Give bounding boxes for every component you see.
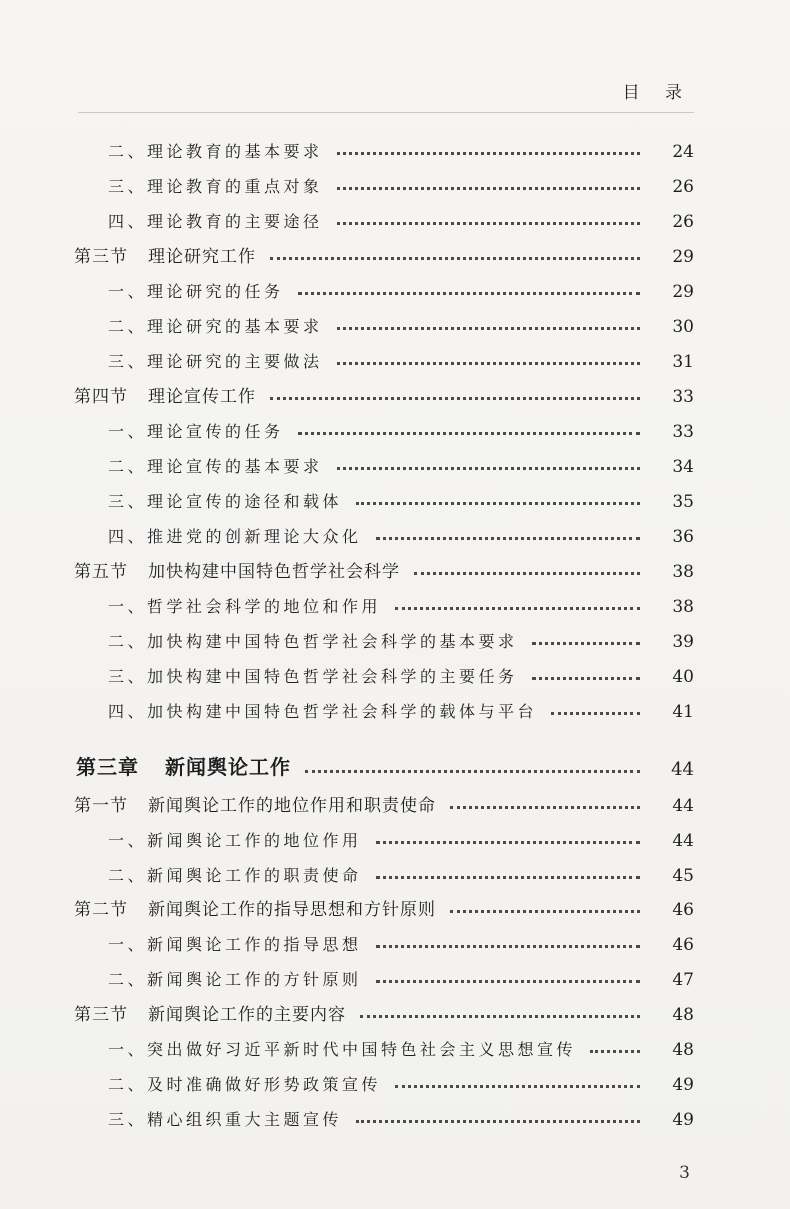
dot-leader: [298, 292, 640, 295]
toc-entry-title: 二、理论宣传的基本要求: [108, 457, 323, 476]
dot-leader: [376, 980, 640, 983]
toc-entry-title: 二、理论教育的基本要求: [108, 142, 323, 161]
dot-leader: [551, 712, 640, 715]
toc-entry-page: 34: [672, 457, 694, 477]
toc-entry-title: 一、理论研究的任务: [108, 282, 284, 301]
toc-entry-title: [0, 382, 256, 407]
dot-leader: [450, 910, 640, 913]
toc-entry-page: 44: [672, 796, 694, 816]
toc-entry-title: 二、及时准确做好形势政策宣传: [108, 1075, 382, 1094]
toc-entry-page: 26: [672, 177, 694, 197]
toc-entry-item: [0, 412, 790, 442]
toc-entry-page: 26: [672, 212, 694, 232]
dot-leader: [590, 1050, 640, 1053]
toc-entry-number: 第三节: [74, 1005, 128, 1025]
toc-entry-page: 44: [672, 831, 694, 851]
dot-leader: [356, 1120, 640, 1123]
toc-entry-title: 三、理论教育的重点对象: [108, 177, 323, 196]
toc-entry-title: 一、新闻舆论工作的指导思想: [108, 935, 362, 954]
toc-entry-item: [0, 692, 790, 722]
toc-entry-text: 理论宣传工作: [148, 387, 256, 407]
dot-leader: [360, 1015, 640, 1018]
dot-leader: [414, 572, 640, 575]
dot-leader: [270, 397, 640, 400]
toc-entry-page: 47: [672, 970, 694, 990]
dot-leader: [337, 152, 640, 155]
toc-entry-text: 理论研究工作: [148, 247, 256, 267]
toc-entry-number: 第三节: [74, 247, 128, 267]
toc-entry-page: 35: [672, 492, 694, 512]
dot-leader: [376, 537, 640, 540]
dot-leader: [305, 770, 640, 773]
page-number: 3: [679, 1163, 690, 1183]
toc-entry-page: 45: [672, 866, 694, 886]
toc-entry-page: 36: [672, 527, 694, 547]
toc-entry-page: 24: [672, 142, 694, 162]
dot-leader: [395, 1085, 640, 1088]
toc-entry-section: [0, 237, 790, 267]
toc-entry-item: [0, 482, 790, 512]
toc-entry-text: 新闻舆论工作的地位作用和职责使命: [148, 796, 436, 816]
toc-entry-page: 30: [672, 317, 694, 337]
dot-leader: [532, 642, 640, 645]
toc-entry-item: [0, 517, 790, 547]
toc-entry-title: [0, 895, 436, 920]
toc-entry-page: 46: [672, 900, 694, 920]
toc-entry-number: 第二节: [74, 900, 128, 920]
toc-entry-item: [0, 132, 790, 162]
dot-leader: [356, 502, 640, 505]
dot-leader: [337, 187, 640, 190]
toc-entry-title: 三、精心组织重大主题宣传: [108, 1110, 343, 1129]
toc-entry-section: [0, 786, 790, 816]
toc-entry-title: 一、突出做好习近平新时代中国特色社会主义思想宣传: [108, 1040, 577, 1059]
dot-leader: [376, 945, 640, 948]
toc-entry-item: [0, 821, 790, 851]
toc-entry-item: [0, 447, 790, 477]
toc-entry-page: 44: [671, 759, 694, 780]
toc-entry-page: 38: [672, 562, 694, 582]
toc-entry-title: 一、理论宣传的任务: [108, 422, 284, 441]
toc-entry-page: 29: [672, 282, 694, 302]
toc-entry-number: 第三章: [76, 755, 139, 779]
dot-leader: [298, 432, 640, 435]
dot-leader: [337, 222, 640, 225]
toc-entry-title: [0, 242, 256, 267]
toc-entry-title: 二、理论研究的基本要求: [108, 317, 323, 336]
toc-entry-title: [0, 751, 291, 780]
toc-entry-title: 二、加快构建中国特色哲学社会科学的基本要求: [108, 632, 518, 651]
toc-entry-page: 33: [672, 387, 694, 407]
toc-entry-title: 二、新闻舆论工作的职责使命: [108, 866, 362, 885]
toc-entry-page: 48: [672, 1005, 694, 1025]
toc-entry-item: [0, 657, 790, 687]
toc-entry-item: [0, 202, 790, 232]
toc-entry-item: [0, 1100, 790, 1130]
toc-entry-title: 四、推进党的创新理论大众化: [108, 527, 362, 546]
toc-entry-item: [0, 856, 790, 886]
toc-entry-section: [0, 890, 790, 920]
toc-entry-title: 一、新闻舆论工作的地位作用: [108, 831, 362, 850]
toc-entry-page: 46: [672, 935, 694, 955]
dot-leader: [337, 362, 640, 365]
toc-entry-title: 一、哲学社会科学的地位和作用: [108, 597, 382, 616]
toc-entry-title: 三、加快构建中国特色哲学社会科学的主要任务: [108, 667, 518, 686]
toc-entry-section: [0, 552, 790, 582]
toc-entry-text: 新闻舆论工作的指导思想和方针原则: [148, 900, 436, 920]
toc-entry-item: [0, 925, 790, 955]
toc-entry-item: [0, 307, 790, 337]
toc-entry-page: 40: [672, 667, 694, 687]
toc-entry-item: [0, 167, 790, 197]
toc-entry-page: 31: [672, 352, 694, 372]
toc-entry-item: [0, 342, 790, 372]
toc-entry-page: 49: [672, 1075, 694, 1095]
toc-entry-title: 三、理论研究的主要做法: [108, 352, 323, 371]
toc-entry-item: [0, 1065, 790, 1095]
toc-entry-number: 第五节: [74, 562, 128, 582]
toc-entry-item: [0, 587, 790, 617]
toc-entry-title: 四、理论教育的主要途径: [108, 212, 323, 231]
toc-entry-number: 第四节: [74, 387, 128, 407]
toc-entry-title: 三、理论宣传的途径和载体: [108, 492, 343, 511]
toc-entry-page: 38: [672, 597, 694, 617]
dot-leader: [532, 677, 640, 680]
toc-entry-section: [0, 377, 790, 407]
toc-entry-title: [0, 557, 400, 582]
toc-entry-title: [0, 1000, 346, 1025]
toc-entry-item: [0, 622, 790, 652]
toc-entry-title: [0, 791, 436, 816]
dot-leader: [376, 876, 640, 879]
toc-entry-item: [0, 1030, 790, 1060]
dot-leader: [337, 467, 640, 470]
dot-leader: [376, 841, 640, 844]
toc-entry-section: [0, 995, 790, 1025]
dot-leader: [337, 327, 640, 330]
toc-entry-text: 新闻舆论工作的主要内容: [148, 1005, 346, 1025]
toc-entry-page: 48: [672, 1040, 694, 1060]
dot-leader: [450, 806, 640, 809]
toc-entry-page: 39: [672, 632, 694, 652]
toc-entry-page: 49: [672, 1110, 694, 1130]
toc-entry-page: 41: [672, 702, 694, 722]
toc-entry-page: 29: [672, 247, 694, 267]
toc-entry-item: [0, 272, 790, 302]
toc-entry-number: 第一节: [74, 796, 128, 816]
dot-leader: [270, 257, 640, 260]
toc-entry-title: 二、新闻舆论工作的方针原则: [108, 970, 362, 989]
toc-entry-title: 四、加快构建中国特色哲学社会科学的载体与平台: [108, 702, 538, 721]
toc-entry-text: 新闻舆论工作: [165, 755, 291, 779]
running-head: 目 录: [622, 83, 692, 103]
toc-entry-chapter: [0, 750, 790, 780]
toc-entry-item: [0, 960, 790, 990]
header-rule: [78, 112, 694, 113]
toc-entry-text: 加快构建中国特色哲学社会科学: [148, 562, 400, 582]
dot-leader: [395, 607, 640, 610]
toc-entry-page: 33: [672, 422, 694, 442]
